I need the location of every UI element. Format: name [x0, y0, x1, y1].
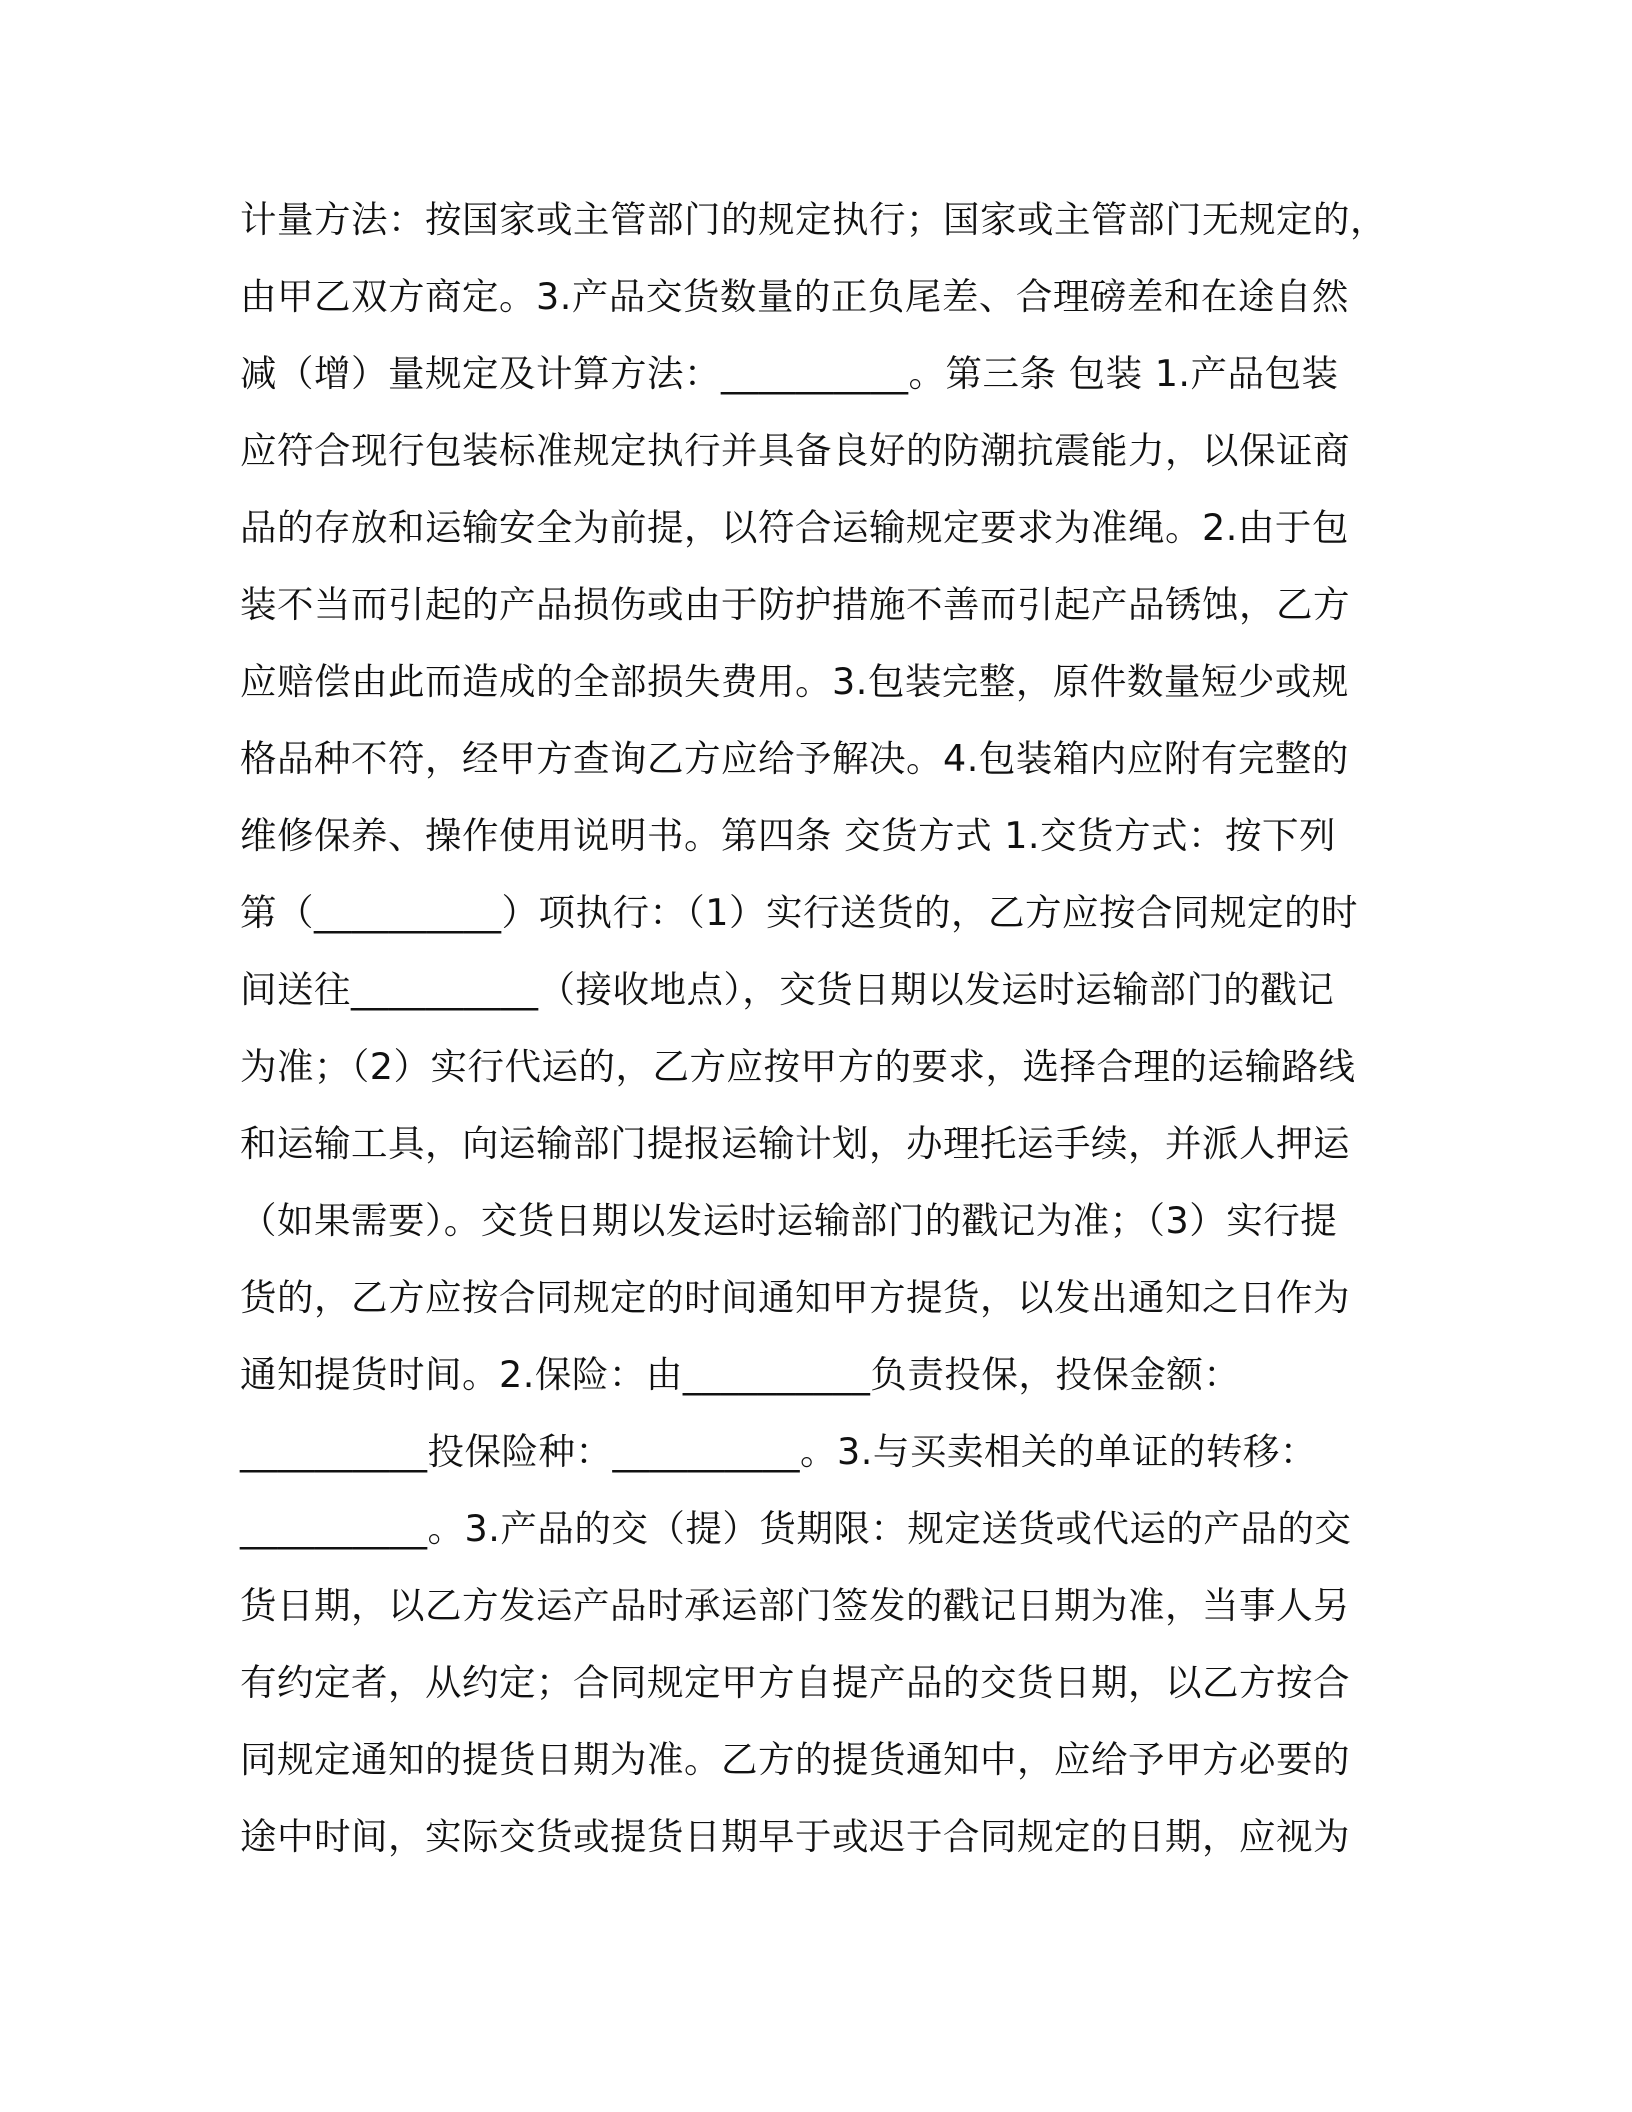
text-line: 有约定者，从约定；合同规定甲方自提产品的交货日期，以乙方按合 [240, 1661, 1350, 1704]
text-line: 第（__________）项执行：（1）实行送货的，乙方应按合同规定的时 [240, 891, 1358, 934]
text-line: 货日期，以乙方发运产品时承运部门签发的戳记日期为准，当事人另 [240, 1584, 1350, 1627]
text-line: 装不当而引起的产品损伤或由于防护措施不善而引起产品锈蚀，乙方 [240, 583, 1350, 626]
contract-body-text [240, 190, 1420, 1884]
text-line: 计量方法：按国家或主管部门的规定执行；国家或主管部门无规定的， [240, 198, 1387, 241]
text-line: 应赔偿由此而造成的全部损失费用。3.包装完整，原件数量短少或规 [240, 660, 1349, 703]
text-line: 由甲乙双方商定。3.产品交货数量的正负尾差、合理磅差和在途自然 [240, 275, 1349, 318]
text-line: 应符合现行包装标准规定执行并具备良好的防潮抗震能力，以保证商 [240, 429, 1350, 472]
text-line: 格品种不符，经甲方查询乙方应给予解决。4.包装箱内应附有完整的 [240, 737, 1349, 780]
text-line: 和运输工具，向运输部门提报运输计划，办理托运手续，并派人押运 [240, 1122, 1350, 1165]
text-line: 品的存放和运输安全为前提，以符合运输规定要求为准绳。2.由于包 [240, 506, 1349, 549]
text-line: 同规定通知的提货日期为准。乙方的提货通知中，应给予甲方必要的 [240, 1738, 1350, 1781]
text-line: __________投保险种：__________。3.与买卖相关的单证的转移： [240, 1430, 1317, 1473]
text-line: 货的，乙方应按合同规定的时间通知甲方提货，以发出通知之日作为 [240, 1276, 1350, 1319]
text-line: 间送往__________（接收地点），交货日期以发运时运输部门的戳记 [240, 968, 1335, 1011]
text-line: 维修保养、操作使用说明书。第四条 交货方式 1.交货方式：按下列 [240, 814, 1337, 857]
text-line: 途中时间，实际交货或提货日期早于或迟于合同规定的日期，应视为 [240, 1815, 1350, 1858]
text-line: （如果需要）。交货日期以发运时运输部门的戳记为准；（3）实行提 [240, 1199, 1338, 1242]
text-line: __________。3.产品的交（提）货期限：规定送货或代运的产品的交 [240, 1507, 1352, 1550]
text-line: 减（增）量规定及计算方法：__________。第三条 包装 1.产品包装 [240, 352, 1339, 395]
text-line: 为准；（2）实行代运的，乙方应按甲方的要求，选择合理的运输路线 [240, 1045, 1356, 1088]
text-line: 通知提货时间。2.保险：由__________负责投保，投保金额： [240, 1353, 1241, 1396]
